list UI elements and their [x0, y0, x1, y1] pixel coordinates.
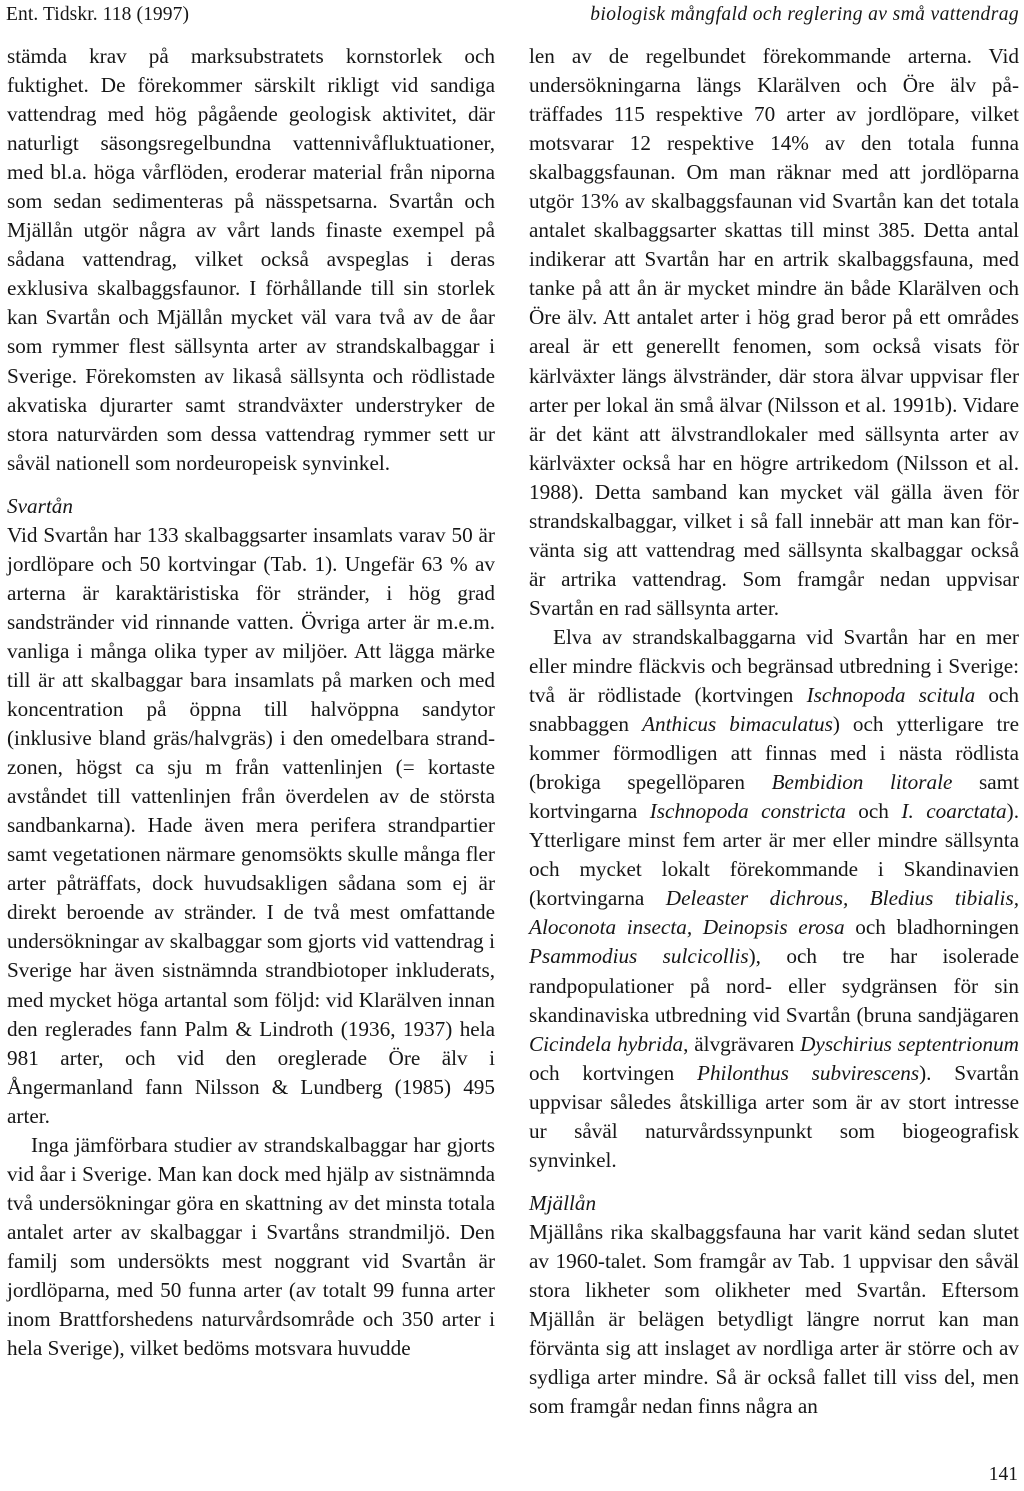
- text-run: ). Ytterligare minst fem arter är mer eller mindre sällsynta och mycket lokalt förekommande i Skandinavien (kortvingarna: [529, 799, 1019, 911]
- body-paragraph: Vid Svartån har 133 skalbaggsarter insamlats varav 50 är jordlöpare och 50 kortvingar (Tab. 1). Ungefär 63 % av arterna är karaktäristiska för stränder, i hög grad sandstränder vid rinnande vatten. Övriga arter är m.e.m. vanliga i många olika typer av miljöer. Att lägga märke till är att skalbaggar bara insamlats på marken och med koncentration på öppna till halvöppna sandytor (inklusive bland gräs/halvgräs) i den omedelbara strandzonen, högst ca sju m från vattenlinjen (= kortaste avståndet till vattenlinjen från överdelen av de största sandbankarna). Hade även mera perifera strandpartier samt vegetationen närmare genomsökts skulle många fler arter påträffats, dock huvudsakligen sådana som ej är direkt beroende av stränder. I de två mest omfattande undersökningar av skalbaggar som gjorts vid vattendrag i Sverige har även sistnämnda strandbiotoper inkluderats, med mycket höga artantal som följd: vid Klarälven innan den reglerades fann Palm & Lindroth (1936, 1937) hela 981 arter, och vid den oreglerade Öre älv i Ångermanland fann Nilsson & Lundberg (1985) 495 arter.: [7, 522, 495, 1128]
- text-run: och bladhorningen: [844, 915, 1019, 940]
- body-paragraph: stämda krav på marksubstratets kornstorlek och fuktighet. De förekommer särskilt rikligt vid sandiga vattendrag med hög pågående geologisk aktivitet, där naturligt säsongsregelbundna vattennivåfluktuationer, med bl.a. höga vårflöden, eroderar material från niporna som sedan sedimenteras på nässpetsarna. Svartån och Mjällån utgör några av vårt lands finaste exempel på sådana vattendrag, vilket också avspeglas i deras exklusiva skalbaggsfaunor. I förhållande till sin storlek kan Svartån och Mjällån mycket väl vara två av de åar som rymmer flest sällsynta arter av strandskalbaggar i Sverige. Förekomsten av likaså sällsynta och rödlistade akvatiska djurarter samt strandväxter understryker de stora naturvärden som dessa vattendrag rymmer sett ur såväl nationell som nordeuropeisk synvinkel.: [7, 44, 495, 475]
- text-run: ) och ytterligare tre kommer förmodligen att finnas med i nästa rödlista (brokiga spegellöparen: [529, 712, 1019, 795]
- text-run: samt kortvingarna: [529, 770, 1019, 824]
- text-run: , älvgrävaren: [683, 1031, 801, 1056]
- body-paragraph-species: [529, 623, 1019, 1175]
- body-paragraph: len av de regelbundet förekommande arterna. Vid undersökningarna längs Klarälven och Öre älv påträffades 115 respektive 70 arter av jordlöpare, vilket motsvarar 12 respektive 14% av den totala funna skalbaggsfaunan. Om man räknar med att jordlöparna utgör 13% av skalbaggsfaunan vid Svartån kan det totala antalet skalbaggsarter skattas till minst 385. Detta antal indikerar att Svartån har en artrik skalbaggsfauna, med tanke på att ån är mycket mindre än både Klarälven och Öre älv. Att antalet arter i hög grad beror på ett områdes areal är ett generellt fenomen, som också visats för kärlväxter längs älvstränder, där stora älvar uppvisar fler arter per lokal än små älvar (Nilsson et al. 1991b). Vidare är det känt att älvstrandlokaler med sällsynta arter av kärlväxter också har en högre artrikedom (Nilsson et al. 1988). Detta samband kan mycket väl gälla även för strandskalbaggar, vilket i så fall innebär att man kan förvänta sig att vattendrag med sällsynta skalbaggar också är artrika vattendrag. Som framgår nedan uppvisar Svartån en rad sällsynta arter.: [529, 44, 1019, 620]
- text-run: och: [845, 799, 902, 824]
- species-name: Bembidion litorale: [771, 770, 953, 795]
- right-column: [529, 42, 1019, 1421]
- text-run: ). Svartån uppvisar således åtskilliga arter som är av stort intresse ur såväl naturvårdssynpunkt som biogeografisk synvinkel.: [529, 1060, 1020, 1172]
- journal-reference: Ent. Tidskr. 118 (1997): [6, 4, 190, 25]
- body-paragraph: Inga jämförbara studier av strandskalbaggar har gjorts vid åar i Sverige. Man kan dock med hjälp av sistnämnda två undersökningar göra en skattning av det minsta totala antalet arter av skalbaggar i Svartåns strandmiljö. Den familj som undersökts mest noggrant vid Svartån är jordlöparna, med 50 funna arter (av totalt 99 funna arter inom Brattforshedens naturvårdsområde och 350 arter i hela Sverige), vilket bedöms motsvara huvudde: [7, 1132, 495, 1361]
- species-name: Ischnopoda constricta: [649, 799, 846, 824]
- text-run: och snabbaggen: [529, 683, 1019, 737]
- species-name: Cicindela hybrida: [529, 1031, 684, 1056]
- species-name: Dyschirius septentrionum: [800, 1031, 1019, 1056]
- species-name: I. coarctata: [901, 799, 1007, 824]
- species-name: Deleaster dichrous, Bledius tibialis, Aloconota insecta, Deinopsis erosa: [529, 886, 1019, 940]
- body-paragraph: Mjällåns rika skalbaggsfauna har varit känd sedan slutet av 1960-talet. Som framgår av Tab. 1 uppvisar den såväl stora likheter som olikheter med Svartån. Eftersom Mjällån är belägen betydligt längre norrut kan man förvänta sig att inslaget av nordliga arter är större och av sydliga arter mindre. Så är också fallet till viss del, men som framgår nedan finns några an: [529, 1219, 1019, 1419]
- running-title: biologisk mångfald och reglering av små vattendrag: [590, 4, 1019, 25]
- species-name: Philonthus subvirescens: [697, 1060, 920, 1085]
- section-heading-svartan: Svartån: [7, 493, 73, 518]
- species-name: Psammodius sulcicollis: [529, 944, 749, 969]
- species-name: Anthicus bimaculatus: [642, 712, 833, 737]
- left-column: [7, 42, 495, 1363]
- page-number: 141: [988, 1464, 1018, 1485]
- species-name: Ischnopoda scitula: [806, 683, 976, 708]
- section-heading-mjallan: Mjällån: [529, 1190, 597, 1215]
- text-run: Elva av strandskalbaggarna vid Svartån har en mer eller mindre fläckvis och begränsad utbredning i Sverige: två är rödlistade (kortvingen: [529, 624, 1019, 708]
- text-run: ), och tre har isolerade randpopulationer på nord- eller sydgränsen för sin skandinaviska utbredning vid Svartån (bruna sandjägaren: [529, 944, 1019, 1027]
- text-run: och kortvingen: [529, 1060, 698, 1085]
